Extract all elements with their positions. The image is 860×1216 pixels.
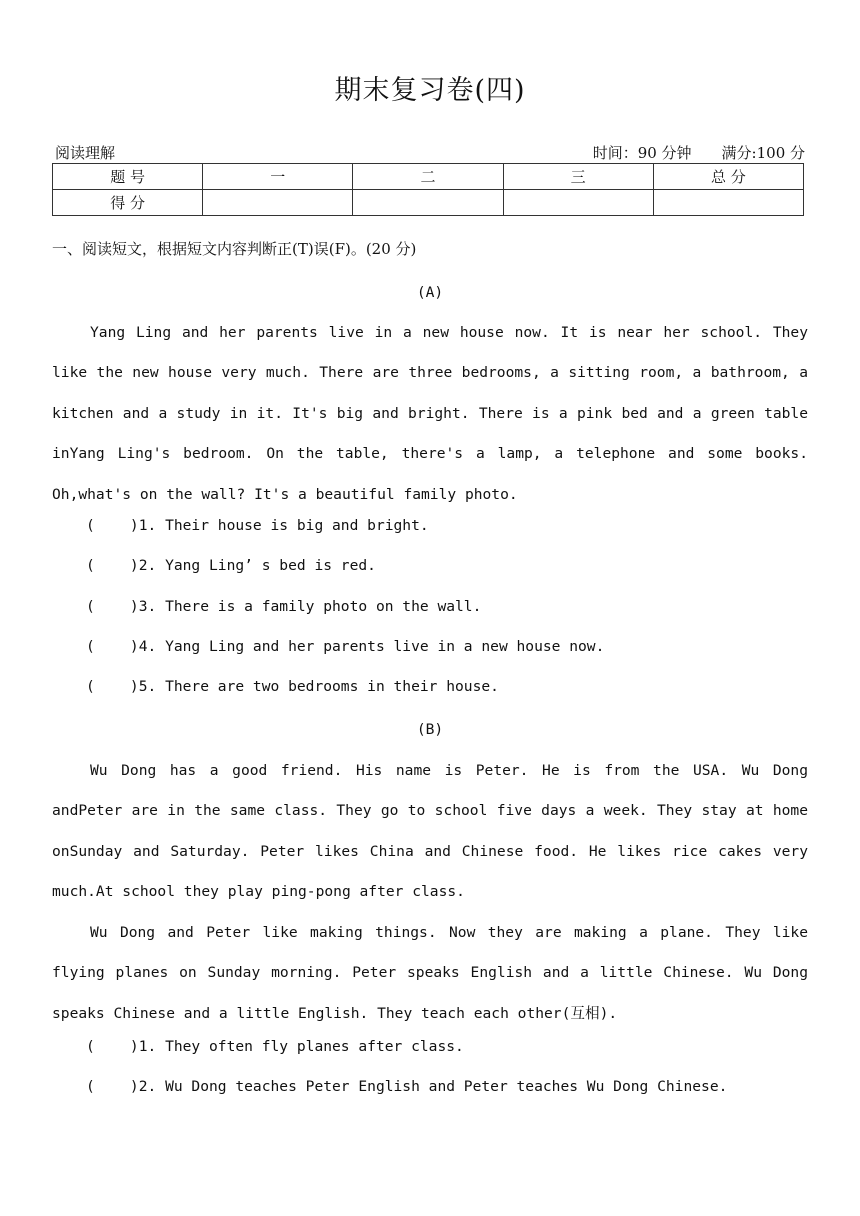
question-b-2: ( )2. Wu Dong teaches Peter English and Peter teaches Wu Dong Chinese.	[86, 1078, 728, 1095]
subject-label: 阅读理解	[55, 144, 116, 162]
passage-b-label: (B)	[416, 721, 444, 738]
score-cell-part-2[interactable]	[353, 190, 503, 216]
header-part-1: 一	[203, 164, 353, 190]
header-part-2: 二	[353, 164, 503, 190]
exam-meta	[55, 142, 805, 162]
score-table-score-row	[53, 190, 804, 216]
question-a-5: ( )5. There are two bedrooms in their house.	[86, 678, 499, 695]
score-table-header-row	[53, 164, 804, 190]
passage-a-text: Yang Ling and her parents live in a new house now. It is near her school. They like the new house very much. There are three bedrooms, a sitting room, a bathroom, a kitchen and a study in it. It's big and bright. There is a pink bed and a green table inYang Ling's bedroom. On the table, there's a lamp, a telephone and some books. Oh,what's on the wall? It's a beautiful family photo.	[52, 324, 808, 503]
score-table	[52, 163, 804, 216]
question-b-1: ( )1. They often fly planes after class.	[86, 1038, 464, 1055]
question-a-2: ( )2. Yang Ling’ s bed is red.	[86, 557, 376, 574]
section-heading: 一、阅读短文，根据短文内容判断正(T)误(F)。(20 分)	[52, 240, 417, 258]
full-score-label: 满分:100 分	[721, 144, 805, 162]
score-row-label: 得 分	[53, 190, 203, 216]
header-part-3: 三	[503, 164, 653, 190]
score-cell-total[interactable]	[653, 190, 803, 216]
header-total: 总 分	[653, 164, 803, 190]
passage-b-paragraph-2: Wu Dong and Peter like making things. Now they are making a plane. They like flying planes on Sunday morning. Peter speaks English and a little Chinese. Wu Dong speaks Chinese and a little English. They teach each other(互相).	[52, 924, 808, 1022]
score-cell-part-3[interactable]	[503, 190, 653, 216]
question-a-4: ( )4. Yang Ling and her parents live in a new house now.	[86, 638, 605, 655]
exam-info	[593, 142, 805, 163]
time-label: 时间：90 分钟	[592, 144, 692, 162]
score-cell-part-1[interactable]	[203, 190, 353, 216]
question-a-1: ( )1. Their house is big and bright.	[86, 517, 429, 534]
passage-b-paragraph-1: Wu Dong has a good friend. His name is Peter. He is from the USA. Wu Dong andPeter are in the same class. They go to school five days a week. They stay at home onSunday and Saturday. Peter likes China and Chinese food. He likes rice cakes very much.At school they play ping-pong after class.	[52, 762, 808, 901]
exam-title: 期末复习卷(四)	[334, 75, 526, 106]
header-question-number: 题 号	[53, 164, 203, 190]
question-a-3: ( )3. There is a family photo on the wall.	[86, 598, 482, 615]
passage-a-label: (A)	[416, 284, 444, 301]
